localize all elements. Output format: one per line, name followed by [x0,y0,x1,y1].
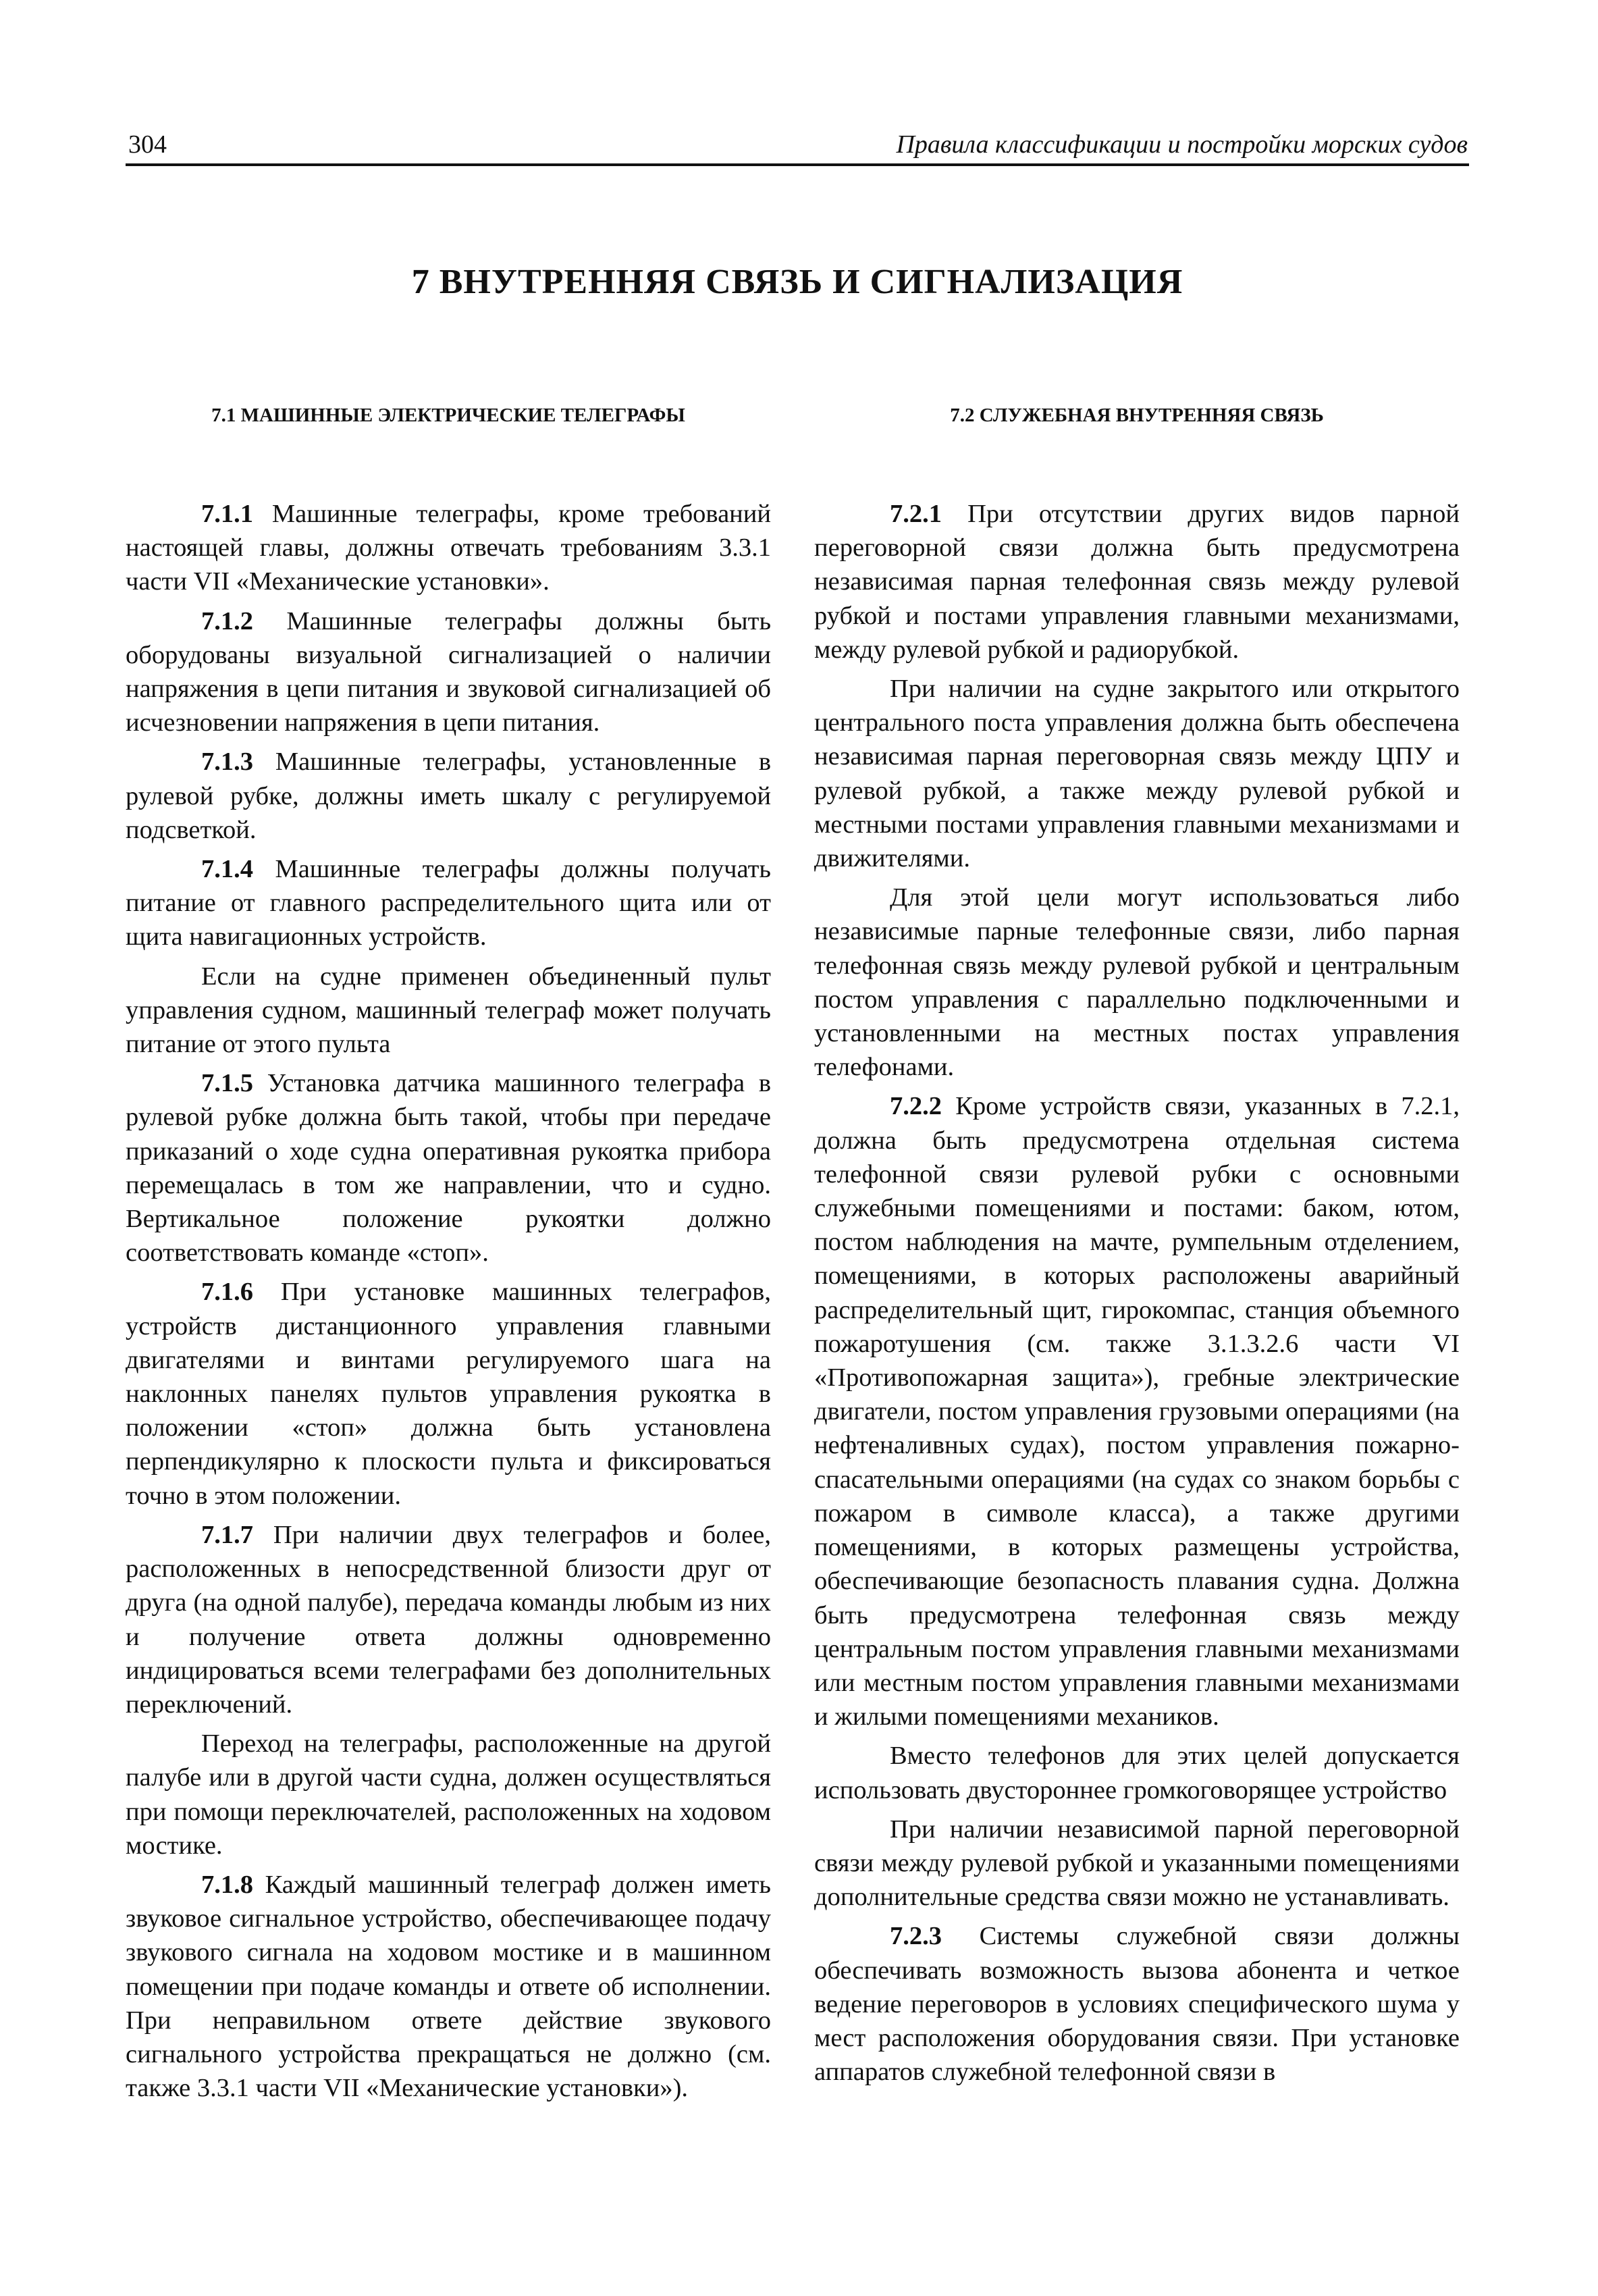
paragraph-text: При установке машинных телеграфов, устройств дистанционного управления главными двигателями и винтами регулируемого шага на наклонных панелях пультов управления рукоятка в положении «стоп» должна быть установлена перпендикулярно к плоскости пульта и фиксироваться точно в этом положении. [126,1278,771,1510]
clause-number: 7.2.1 [890,500,942,528]
paragraph [126,604,771,740]
paragraph-text: При наличии двух телеграфов и более, расположенных в непосредственной близости друг от друга (на одной палубе), передача команды любым из них и получение ответа должны одновременно индицироваться всеми телеграфами без дополнительных переключений. [126,1520,771,1719]
left-paragraphs [126,497,771,2105]
paragraph-text: При отсутствии других видов парной переговорной связи должна быть предусмотрена независимая парная телефонная связь между рулевой рубкой и постами управления главными механизмами, между рулевой рубкой и радиорубкой. [814,500,1460,664]
paragraph-text: Машинные телеграфы должны получать питание от главного распределительного щита или от щита навигационных устройств. [126,855,771,951]
paragraph [814,1919,1460,2089]
paragraph-text: Машинные телеграфы должны быть оборудованы визуальной сигнализацией о наличии напряжения в цепи питания и звуковой сигнализацией об исчезновении напряжения в цепи питания. [126,606,771,737]
clause-number: 7.1.6 [201,1278,253,1307]
paragraph [814,497,1460,667]
paragraph [126,1066,771,1270]
clause-number: 7.1.2 [201,606,253,635]
paragraph-text: Системы служебной связи должны обеспечивать возможность вызова абонента и четкое ведение переговоров в условиях специфического шума у мест расположения оборудования связи. При установке аппаратов служебной телефонной связи в [814,1922,1460,2087]
chapter-title: 7 ВНУТРЕННЯЯ СВЯЗЬ И СИГНАЛИЗАЦИЯ [411,263,1183,301]
paragraph-text: Переход на телеграфы, расположенные на другой палубе или в другой части судна, должен осуществляться при помощи переключателей, расположенных на ходовом мостике. [126,1729,771,1860]
page-header [126,126,1469,166]
section-heading-7-2: 7.2 СЛУЖЕБНАЯ ВНУТРЕННЯЯ СВЯЗЬ [950,405,1324,426]
clause-number: 7.1.1 [201,500,253,528]
paragraph-text: При наличии независимой парной переговорной связи между рулевой рубкой и указанными помещениями дополнительные средства связи можно не устанавливать. [814,1815,1460,1912]
paragraph-text: Для этой цели могут использоваться либо независимые парные телефонные связи, либо парная телефонная связь между рулевой рубкой и центральным постом управления с параллельно подключенными и установленными на местных постах управления телефонами. [814,883,1460,1082]
right-column [814,402,1460,2094]
paragraph-text: При наличии на судне закрытого или открытого центрального поста управления должна быть обеспечена независимая парная переговорная связь между ЦПУ и рулевой рубкой, а также между рулевой рубкой и местными постами управления главными механизмами и движителями. [814,675,1460,873]
clause-number: 7.2.3 [890,1922,942,1951]
paragraph [126,1518,771,1721]
clause-number: 7.1.8 [201,1870,253,1899]
paragraph-text: Установка датчика машинного телеграфа в рулевой рубке должна быть такой, чтобы при передаче приказаний о ходе судна оперативная рукоятка прибора перемещалась в том же направлении, что и судно. Вертикальное положение рукоятки должно соответствовать команде «стоп». [126,1069,771,1268]
paragraph-text: Кроме устройств связи, указанных в 7.2.1, должна быть предусмотрена отдельная система телефонной связи рулевой рубки с основными служебными помещениями и постами: баком, ютом, постом наблюдения на мачте, румпельным отделением, помещениями, в которых расположены аварийный распределительный щит, гирокомпас, станция объемного пожаротушения (см. также 3.1.3.2.6 части VI «Противопожарная защита»), гребные электрические двигатели, постом управления грузовыми операциями (на нефтеналивных судах), постом управления пожарно-спасательными операциями (на судах со знаком борьбы с пожаром в символе класса), а также другими помещениями, в которых размещены устройства, обеспечивающие безопасность плавания судна. Должна быть предусмотрена телефонная связь между центральным постом управления главными механизмами или местным постом управления главными механизмами и жилыми помещениями механиков. [814,1092,1460,1731]
clause-number: 7.1.7 [201,1520,253,1549]
left-column [126,402,771,2110]
paragraph [814,1812,1460,1914]
clause-number: 7.1.5 [201,1069,253,1098]
running-title: Правила классификации и постройки морских судов [896,130,1468,159]
paragraph-text: Если на судне применен объединенный пульт управления судном, машинный телеграф может получать питание от этого пульта [126,962,771,1059]
paragraph-text: Каждый машинный телеграф должен иметь звуковое сигнальное устройство, обеспечивающее подачу звукового сигнала на ходовом мостике и в машинном помещении при подаче команды и ответе об исполнении. При неправильном ответе действие звукового сигнального устройства прекращаться не должно (см. также 3.3.1 части VII «Механические установки»). [126,1870,771,2103]
page-number: 304 [128,130,167,159]
paragraph-text: Машинные телеграфы, установленные в рулевой рубке, должны иметь шкалу с регулируемой подсветкой. [126,748,771,844]
paragraph [814,1089,1460,1733]
paragraph [814,1739,1460,1806]
paragraph [126,1727,771,1862]
paragraph-text: Вместо телефонов для этих целей допускается использовать двустороннее громкоговорящее устройство [814,1742,1460,1804]
paragraph [126,1275,771,1512]
clause-number: 7.1.3 [201,748,253,777]
paragraph [126,745,771,847]
paragraph [126,852,771,954]
clause-number: 7.1.4 [201,855,253,884]
paragraph [126,960,771,1062]
paragraph [814,881,1460,1084]
paragraph-text: Машинные телеграфы, кроме требований настоящей главы, должны отвечать требованиям 3.3.1 части VII «Механические установки». [126,500,771,596]
right-paragraphs [814,497,1460,2089]
clause-number: 7.2.2 [890,1092,942,1121]
section-heading-7-1: 7.1 МАШИННЫЕ ЭЛЕКТРИЧЕСКИЕ ТЕЛЕГРАФЫ [211,405,685,426]
paragraph [126,1868,771,2105]
paragraph [126,497,771,599]
paragraph [814,672,1460,875]
